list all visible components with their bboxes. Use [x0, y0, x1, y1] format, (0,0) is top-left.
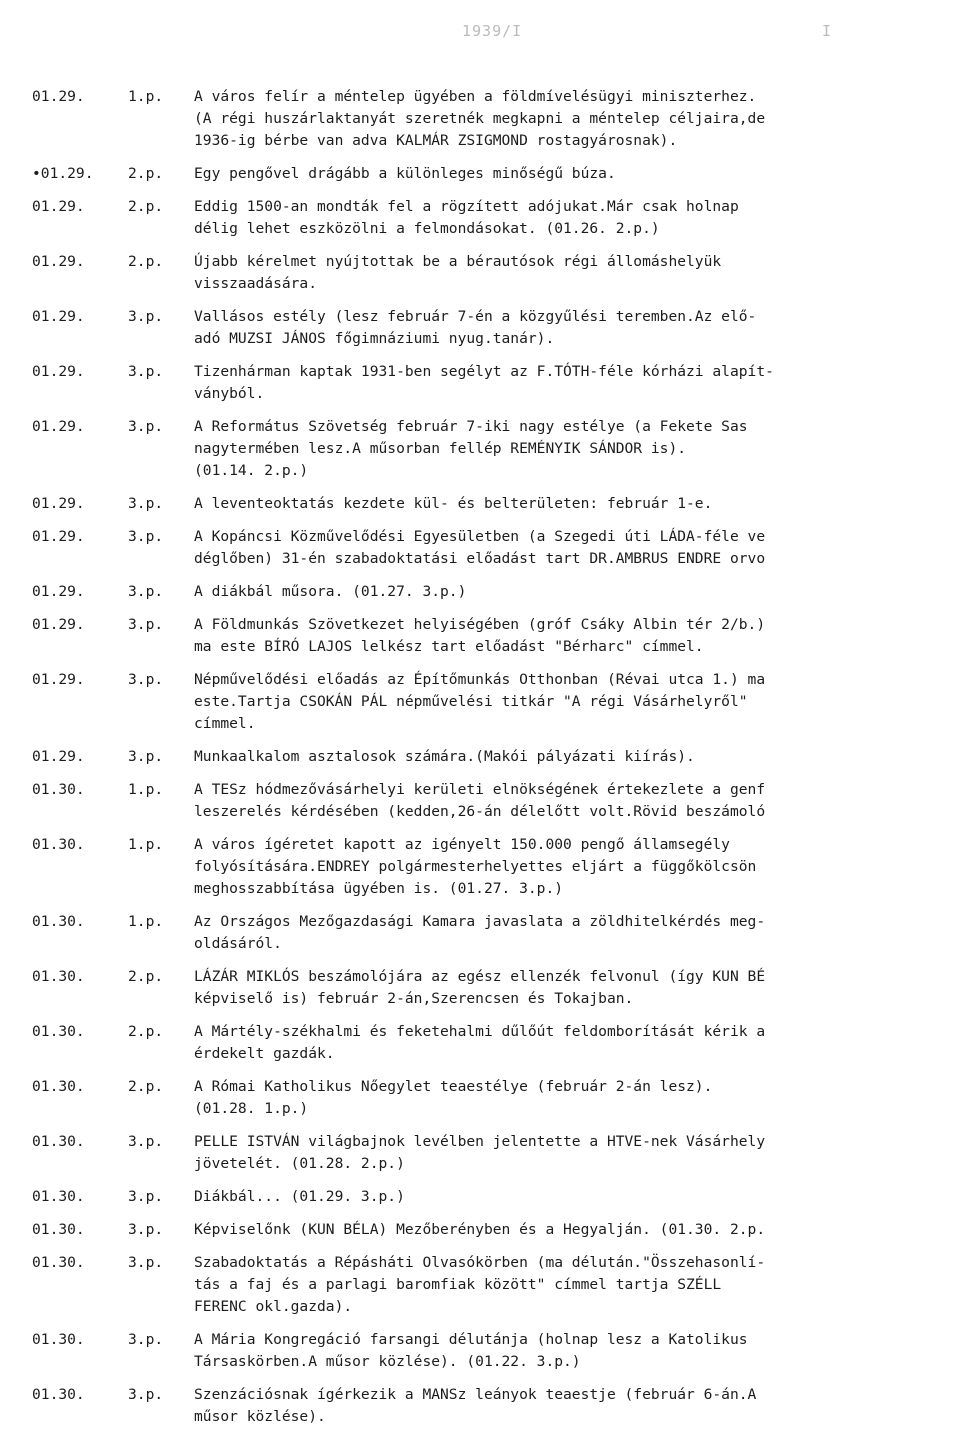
entry-text-line: PELLE ISTVÁN világbajnok levélben jelentette a HTVE-nek Vásárhely: [194, 1133, 766, 1150]
entry-text: [194, 251, 946, 295]
entry-date: 01.29.: [32, 616, 85, 633]
entry-text: [194, 779, 946, 823]
entry-date: 01.29.: [32, 671, 85, 688]
news-entry: [0, 966, 960, 1010]
entry-text: [194, 416, 946, 482]
entry-text-line: A Római Katholikus Nőegylet teaestélye (február 2-án lesz).: [194, 1078, 713, 1095]
entry-page-ref: 1.p.: [128, 836, 164, 853]
entry-text-line: Társaskörben.A műsor közlése). (01.22. 3.p.): [194, 1353, 581, 1370]
entry-text: [194, 1131, 946, 1175]
news-entry: [0, 669, 960, 735]
news-entry: [0, 1186, 960, 1208]
news-entry: [0, 163, 960, 185]
news-entry: [0, 779, 960, 823]
entry-text-line: A Kopáncsi Közművelődési Egyesületben (a Szegedi úti LÁDA-féle ve: [194, 528, 766, 545]
entry-date: 01.30.: [32, 1254, 85, 1271]
news-entry: [0, 1329, 960, 1373]
entry-text-line: tás a faj és a parlagi baromfiak között" címmel tartja SZÉLL: [194, 1276, 722, 1293]
entry-date: 01.30.: [32, 1221, 85, 1238]
entry-text-line: Népművelődési előadás az Építőmunkás Otthonban (Révai utca 1.) ma: [194, 671, 766, 688]
entry-text-line: érdekelt gazdák.: [194, 1045, 335, 1062]
header-folio: 1939/I: [462, 22, 523, 40]
entry-text-line: A diákbál műsora. (01.27. 3.p.): [194, 583, 467, 600]
entry-text: [194, 834, 946, 900]
entry-page-ref: 3.p.: [128, 1386, 164, 1403]
news-entry: [0, 196, 960, 240]
entry-text-line: Az Országos Mezőgazdasági Kamara javaslata a zöldhitelkérdés meg-: [194, 913, 766, 930]
news-entry: [0, 306, 960, 350]
entry-page-ref: 3.p.: [128, 616, 164, 633]
entry-text: [194, 1384, 946, 1428]
entry-page-ref: 3.p.: [128, 418, 164, 435]
entry-date: 01.30.: [32, 1133, 85, 1150]
entry-text: [194, 163, 946, 185]
entry-text-line: 1936-ig bérbe van adva KALMÁR ZSIGMOND rostagyárosnak).: [194, 132, 678, 149]
entry-text-line: adó MUZSI JÁNOS főgimnáziumi nyug.tanár).: [194, 330, 555, 347]
entry-text-line: Vallásos estély (lesz február 7-én a közgyűlési teremben.Az elő-: [194, 308, 757, 325]
entry-text-line: Szenzációsnak ígérkezik a MANSz leányok teaestje (február 6-án.A: [194, 1386, 757, 1403]
entry-date: 01.30.: [32, 781, 85, 798]
entry-text: [194, 86, 946, 152]
entry-date: 01.29.: [32, 88, 85, 105]
entry-text-line: (A régi huszárlaktanyát szeretnék megkapni a méntelep céljaira,de: [194, 110, 766, 127]
entry-text-line: jövetelét. (01.28. 2.p.): [194, 1155, 405, 1172]
news-entry: [0, 1252, 960, 1318]
entry-text: [194, 614, 946, 658]
entry-text-line: déglőben) 31-én szabadoktatási előadást tart DR.AMBRUS ENDRE orvo: [194, 550, 766, 567]
news-entry: [0, 834, 960, 900]
entry-text-line: délig lehet eszközölni a felmondásokat. (01.26. 2.p.): [194, 220, 660, 237]
entry-text-line: (01.28. 1.p.): [194, 1100, 309, 1117]
entry-date: 01.30.: [32, 1331, 85, 1348]
entry-text-line: címmel.: [194, 715, 256, 732]
entry-text-line: A város ígéretet kapott az igényelt 150.000 pengő államsegély: [194, 836, 730, 853]
entry-text-line: Tizenhárman kaptak 1931-ben segélyt az F.TÓTH-féle kórházi alapít-: [194, 363, 774, 380]
entry-page-ref: 2.p.: [128, 1078, 164, 1095]
entry-text-line: folyósítására.ENDREY polgármesterhelyettes eljárt a függőkölcsön: [194, 858, 757, 875]
entry-text: [194, 196, 946, 240]
entry-text-line: A Mária Kongregáció farsangi délutánja (holnap lesz a Katolikus: [194, 1331, 748, 1348]
entry-date: 01.29.: [32, 363, 85, 380]
entry-page-ref: 2.p.: [128, 253, 164, 270]
news-entry: [0, 416, 960, 482]
entry-date: 01.30.: [32, 968, 85, 985]
entry-page-ref: 2.p.: [128, 198, 164, 215]
news-entry: [0, 581, 960, 603]
entry-text-line: este.Tartja CSOKÁN PÁL népművelési titkár "A régi Vásárhelyről": [194, 693, 748, 710]
header-page-number: I: [822, 22, 833, 40]
entry-page-ref: 3.p.: [128, 528, 164, 545]
entry-text-line: visszaadására.: [194, 275, 318, 292]
entry-text-line: Eddig 1500-an mondták fel a rögzített adójukat.Már csak holnap: [194, 198, 739, 215]
entry-page-ref: 3.p.: [128, 671, 164, 688]
entry-date: 01.29.: [32, 418, 85, 435]
entry-page-ref: 3.p.: [128, 495, 164, 512]
entry-text-line: meghosszabbítása ügyében is. (01.27. 3.p.): [194, 880, 564, 897]
news-entry: [0, 911, 960, 955]
entry-text-line: (01.14. 2.p.): [194, 462, 309, 479]
entry-date: 01.29.: [32, 308, 85, 325]
entry-text: [194, 1329, 946, 1373]
news-entry: [0, 1384, 960, 1428]
page-header: [0, 22, 960, 46]
entry-text-line: leszerelés kérdésében (kedden,26-án délelőtt volt.Rövid beszámoló: [194, 803, 766, 820]
entry-text-line: Egy pengővel drágább a különleges minőségű búza.: [194, 165, 616, 182]
entry-text-line: Munkaalkalom asztalosok számára.(Makói pályázati kiírás).: [194, 748, 695, 765]
entry-date: •01.29.: [32, 165, 94, 182]
entry-text: [194, 1076, 946, 1120]
entry-text-line: ványból.: [194, 385, 265, 402]
news-entry: [0, 251, 960, 295]
news-entry: [0, 361, 960, 405]
entry-date: 01.29.: [32, 528, 85, 545]
entry-text-line: műsor közlése).: [194, 1408, 326, 1425]
entry-text-line: képviselő is) február 2-án,Szerencsen és Tokajban.: [194, 990, 634, 1007]
entry-text: [194, 911, 946, 955]
entry-date: 01.29.: [32, 583, 85, 600]
entry-page-ref: 2.p.: [128, 968, 164, 985]
news-entry: [0, 493, 960, 515]
news-entry: [0, 1219, 960, 1241]
entry-date: 01.29.: [32, 748, 85, 765]
entry-date: 01.30.: [32, 836, 85, 853]
entry-page-ref: 3.p.: [128, 583, 164, 600]
entry-date: 01.30.: [32, 1188, 85, 1205]
entry-text: [194, 966, 946, 1010]
entry-page-ref: 1.p.: [128, 781, 164, 798]
entry-text-line: ma este BÍRÓ LAJOS lelkész tart előadást "Bérharc" címmel.: [194, 638, 704, 655]
entry-date: 01.30.: [32, 1023, 85, 1040]
entry-text: [194, 1252, 946, 1318]
entry-page-ref: 3.p.: [128, 1133, 164, 1150]
entry-text: [194, 669, 946, 735]
news-entry-list: [0, 86, 960, 1439]
entry-text: [194, 306, 946, 350]
entry-date: 01.29.: [32, 495, 85, 512]
entry-text-line: A Református Szövetség február 7-iki nagy estélye (a Fekete Sas: [194, 418, 748, 435]
entry-text-line: Szabadoktatás a Répásháti Olvasókörben (ma délután."Összehasonlí-: [194, 1254, 766, 1271]
entry-page-ref: 3.p.: [128, 363, 164, 380]
entry-date: 01.30.: [32, 1078, 85, 1095]
entry-text: [194, 526, 946, 570]
news-entry: [0, 614, 960, 658]
entry-page-ref: 3.p.: [128, 1331, 164, 1348]
news-entry: [0, 86, 960, 152]
entry-text-line: Diákbál... (01.29. 3.p.): [194, 1188, 405, 1205]
entry-text-line: Újabb kérelmet nyújtottak be a bérautósok régi állomáshelyük: [194, 253, 722, 270]
entry-date: 01.29.: [32, 253, 85, 270]
entry-text-line: A TESz hódmezővásárhelyi kerületi elnökségének értekezlete a genf: [194, 781, 766, 798]
news-entry: [0, 746, 960, 768]
entry-page-ref: 3.p.: [128, 1188, 164, 1205]
entry-text-line: Képviselőnk (KUN BÉLA) Mezőberényben és a Hegyalján. (01.30. 2.p.: [194, 1221, 766, 1238]
entry-page-ref: 2.p.: [128, 1023, 164, 1040]
news-entry: [0, 1076, 960, 1120]
news-entry: [0, 1021, 960, 1065]
entry-page-ref: 3.p.: [128, 748, 164, 765]
entry-text: [194, 1219, 946, 1241]
entry-text-line: A leventeoktatás kezdete kül- és belterületen: február 1-e.: [194, 495, 713, 512]
entry-date: 01.30.: [32, 1386, 85, 1403]
entry-text: [194, 493, 946, 515]
entry-text-line: FERENC okl.gazda).: [194, 1298, 353, 1315]
entry-text: [194, 746, 946, 768]
news-entry: [0, 526, 960, 570]
entry-text: [194, 361, 946, 405]
entry-text: [194, 1021, 946, 1065]
entry-page-ref: 3.p.: [128, 308, 164, 325]
entry-page-ref: 1.p.: [128, 88, 164, 105]
entry-date: 01.30.: [32, 913, 85, 930]
entry-text-line: oldásáról.: [194, 935, 282, 952]
entry-page-ref: 2.p.: [128, 165, 164, 182]
entry-text: [194, 1186, 946, 1208]
news-entry: [0, 1131, 960, 1175]
entry-text: [194, 581, 946, 603]
entry-date: 01.29.: [32, 198, 85, 215]
entry-page-ref: 1.p.: [128, 913, 164, 930]
entry-page-ref: 3.p.: [128, 1254, 164, 1271]
entry-text-line: A város felír a méntelep ügyében a földmívelésügyi miniszterhez.: [194, 88, 757, 105]
entry-text-line: nagytermében lesz.A műsorban fellép REMÉNYIK SÁNDOR is).: [194, 440, 687, 457]
entry-text-line: A Földmunkás Szövetkezet helyiségében (gróf Csáky Albin tér 2/b.): [194, 616, 766, 633]
entry-page-ref: 3.p.: [128, 1221, 164, 1238]
entry-text-line: A Mártély-székhalmi és feketehalmi dűlőút feldomborítását kérik a: [194, 1023, 766, 1040]
entry-text-line: LÁZÁR MIKLÓS beszámolójára az egész ellenzék felvonul (így KUN BÉ: [194, 968, 766, 985]
